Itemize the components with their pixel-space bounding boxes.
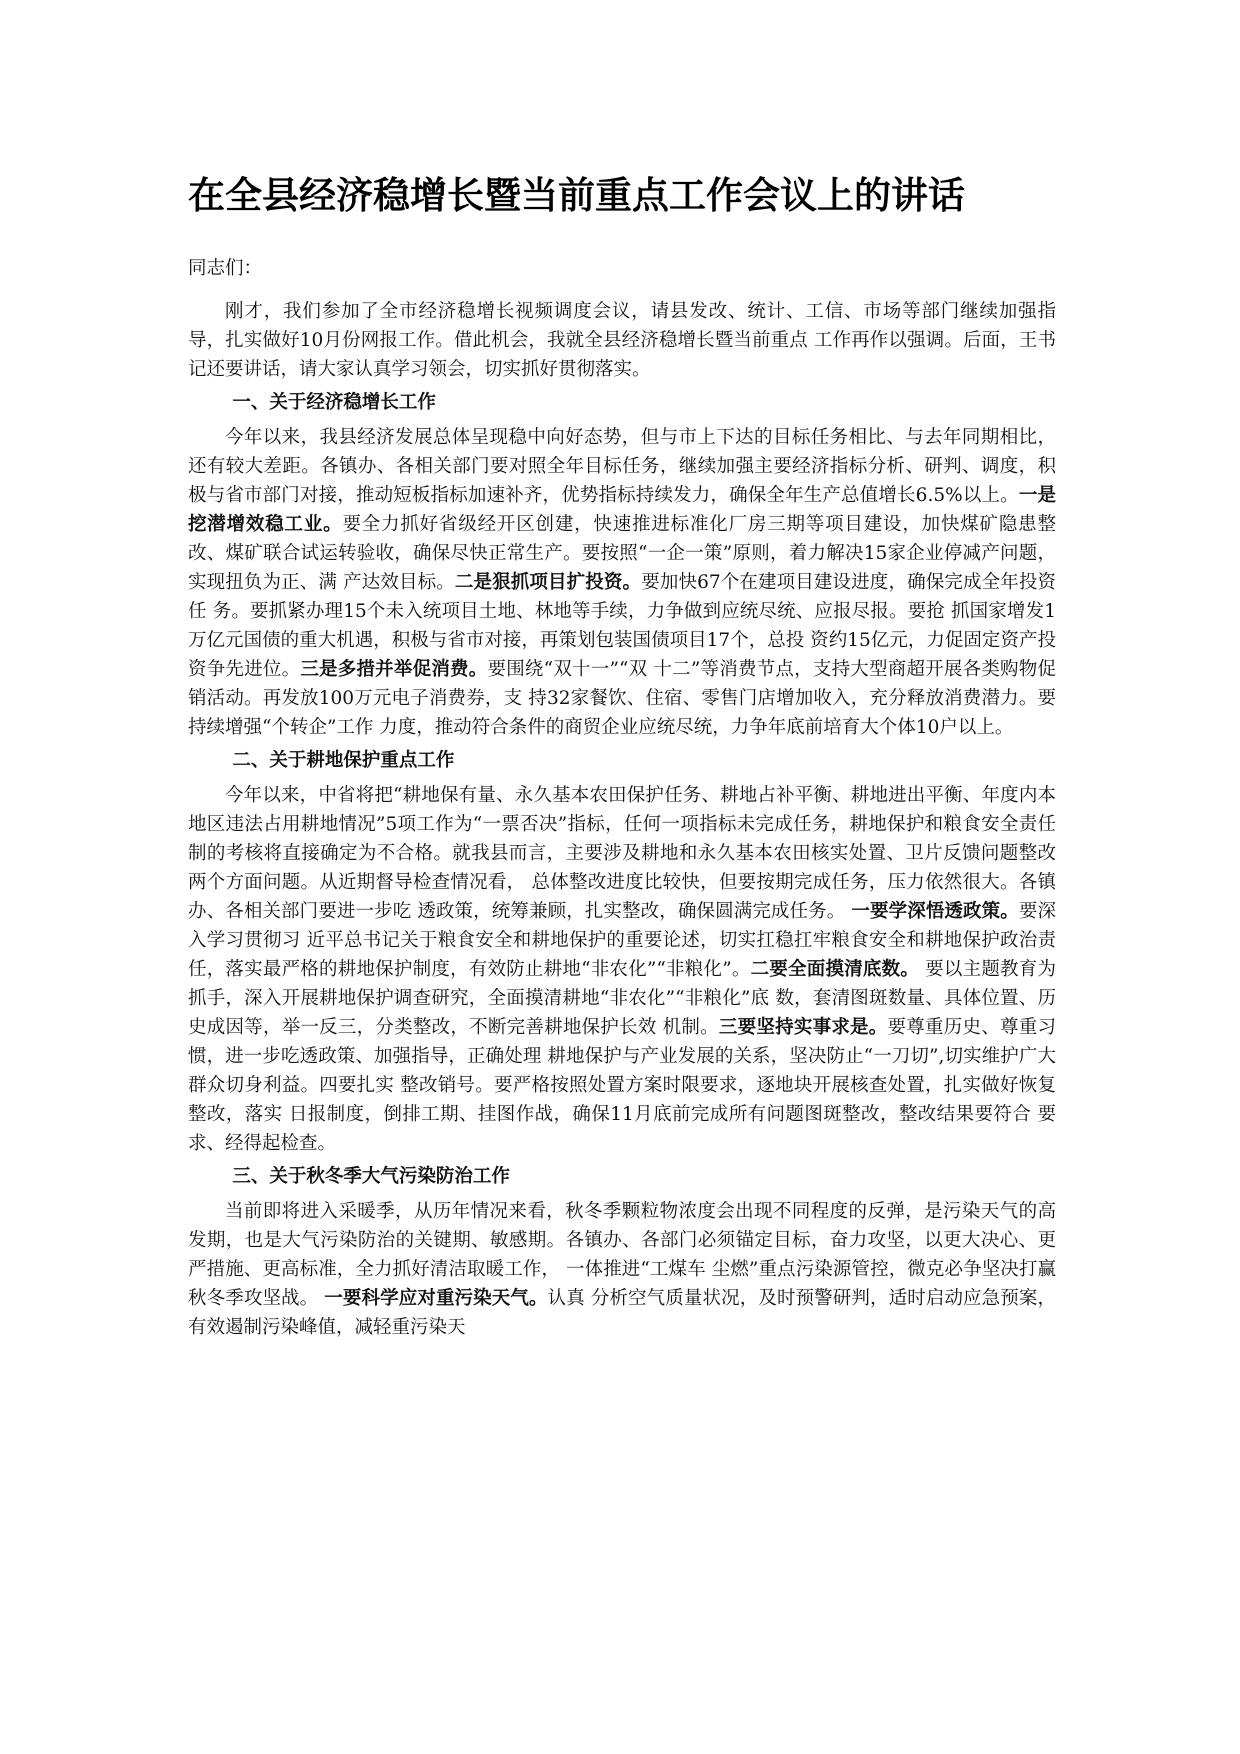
document-title: 在全县经济稳增长暨当前重点工作会议上的讲话 [188, 174, 965, 217]
section-3-paragraph [188, 1197, 1056, 1342]
section-2-text-1: 今年以来，中省将把“耕地保有量、永久基本农田保护任务、耕地占补平衡、耕地进出平衡、年度内本地区违法占用耕地情况”5项工作为“一票否决”指标，任何一项指标未完成任务，耕地保护和粮食安全责任制的考核将直接确定为不合格。就我县而言，主要涉及耕地和永久基本农田核实处置、卫片反馈问题整改两个方面问题。从近期督导检查情况看， 总体整改进度比较快，但要按期完成任务，压力依然很大。各镇办、各相关部门要进一步吃 透政策，统筹兼顾，扎实整改，确保圆满完成任务。 [188, 785, 1056, 922]
section-1-text-4: 要围绕“双十一”“双 十二”等消费节点，支持大型商超开展各类购物促销活动。再发放100万元电子消费券，支 持32家餐饮、住宿、零售门店增加收入，充分释放消费潜力。要持续增强“个转企”工作 力度，推动符合条件的商贸企业应统尽统，力争年底前培育大个体10户以上。 [188, 659, 1056, 738]
section-3-text-2: 认真 分析空气质量状况，及时预警研判，适时启动应急预案，有效遏制污染峰值，减轻重污染天 [188, 1288, 1056, 1338]
section-1-text-1: 今年以来，我县经济发展总体呈现稳中向好态势，但与市上下达的目标任务相比、与去年同期相比，还有较大差距。各镇办、各相关部门要对照全年目标任务，继续加强主要经济指标分析、研判、调度，积极与省市部门对接，推动短板指标加速补齐，优势指标持续发力，确保全年生产总值增长6.5%以上。 [188, 427, 1056, 506]
section-2-text-3: 要以主题教育为抓手，深入开展耕地保护调查研究，全面摸清耕地“非农化”“非粮化”底 数，套清图斑数量、具体位置、历史成因等，举一反三，分类整改，不断完善耕地保护长效 机制。 [188, 959, 1056, 1038]
section-2-heading: 二、关于耕地保护重点工作 [232, 750, 455, 771]
section-2-bold-2: 二要全面摸清底数。 [750, 959, 920, 980]
section-2-text-2: 要深入学习贯彻习 近平总书记关于粮食安全和耕地保护的重要论述，切实扛稳扛牢粮食安全和耕地保护政治责 任，落实最严格的耕地保护制度，有效防止耕地“非农化”“非粮化”。 [188, 901, 1056, 980]
intro-paragraph: 刚才，我们参加了全市经济稳增长视频调度会议，请县发改、统计、工信、市场等部门继续加强指导，扎实做好10月份网报工作。借此机会，我就全县经济稳增长暨当前重点 工作再作以强调。后面，王书记还要讲话，请大家认真学习领会，切实抓好贯彻落实。 [188, 301, 1056, 380]
section-2-paragraph [188, 781, 1056, 1158]
section-1-bold-3: 三是多措并举促消费。 [300, 659, 488, 680]
section-1-text-2: 要全力抓好省级经开区创建，快速推进标准化厂房三期等项目建设，加快煤矿隐患整改、煤矿联合试运转验收，确保尽快正常生产。要按照“一企一策”原则，着力解决15家企业停减产问题，实现扭负为正、满 产达效目标。 [188, 514, 1056, 593]
section-1-bold-1: 一是挖潜增效稳工业。 [188, 485, 1056, 535]
section-1-heading: 一、关于经济稳增长工作 [232, 392, 436, 413]
section-1-paragraph [188, 423, 1056, 742]
section-2-bold-3: 三要坚持实事求是。 [718, 1017, 888, 1038]
section-1-text-3: 要加快67个在建项目建设进度，确保完成全年投资任 务。要抓紧办理15个未入统项目土地、林地等手续，力争做到应统尽统、应报尽报。要抢 抓国家增发1万亿元国债的重大机遇，积极与省市对接，再策划包装国债项目17个，总投 资约15亿元，力促固定资产投资争先进位。 [188, 572, 1056, 680]
section-1-bold-2: 二是狠抓项目扩投资。 [454, 572, 642, 593]
section-2-text-4: 要尊重历史、尊重习惯，进一步吃透政策、加强指导，正确处理 耕地保护与产业发展的关系，坚决防止“一刀切”,切实维护广大群众切身利益。四要扎实 整改销号。要严格按照处置方案时限要求，逐地块开展核查处置，扎实做好恢复整改，落实 日报制度，倒排工期、挂图作战，确保11月底前完成所有问题图斑整改，整改结果要符合 要求、经得起检查。 [188, 1017, 1056, 1154]
section-2-bold-1: 一要学深悟透政策。 [851, 901, 1019, 922]
salutation: 同志们： [188, 258, 263, 279]
section-3-bold-1: 一要科学应对重污染天气。 [324, 1288, 548, 1309]
section-3-heading: 三、关于秋冬季大气污染防治工作 [232, 1166, 510, 1187]
document-page [188, 170, 1056, 1346]
section-3-text-1: 当前即将进入采暖季，从历年情况来看，秋冬季颗粒物浓度会出现不同程度的反弹，是污染天气的高发期，也是大气污染防治的关键期、敏感期。各镇办、各部门必须锚定目标，奋力攻坚，以更大决心、更严措施、更高标准，全力抓好清洁取暖工作， 一体推进“工煤车 尘燃”重点污染源管控，微克必争坚决打赢秋冬季攻坚战。 [188, 1201, 1056, 1309]
